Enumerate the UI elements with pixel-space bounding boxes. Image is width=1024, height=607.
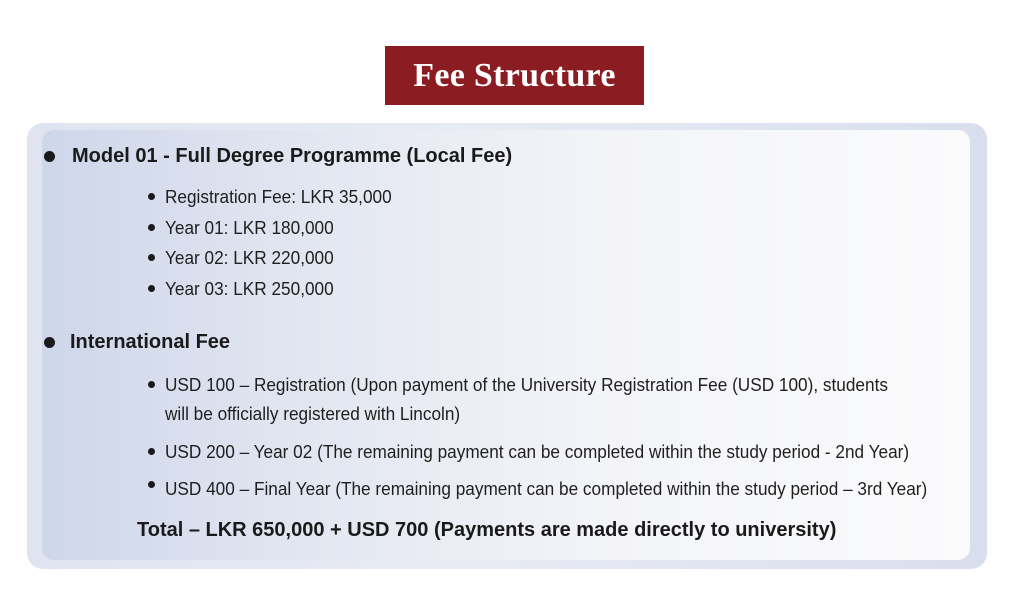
international-fee-heading: International Fee (70, 331, 231, 353)
title-banner (385, 46, 644, 105)
bullet-icon (44, 337, 55, 348)
international-fee-item: USD 200 – Year 02 (The remaining payment can be completed within the study period - 2nd Year) (165, 441, 910, 462)
local-fee-item: Year 03: LKR 250,000 (165, 278, 334, 299)
bullet-icon (148, 193, 155, 200)
total-fee: Total – LKR 650,000 + USD 700 (Payments are made directly to university) (137, 519, 837, 541)
international-fee-item-continued: will be officially registered with Lincoln) (165, 403, 461, 424)
local-fee-item: Year 02: LKR 220,000 (165, 247, 334, 268)
bullet-icon (148, 254, 155, 261)
bullet-icon (148, 285, 155, 292)
local-fee-item: Year 01: LKR 180,000 (165, 217, 334, 238)
bullet-icon (148, 448, 155, 455)
page-title: Fee Structure (413, 56, 616, 94)
local-fee-heading: Model 01 - Full Degree Programme (Local Fee) (72, 145, 513, 167)
bullet-icon (44, 151, 55, 162)
bullet-icon (148, 224, 155, 231)
local-fee-item: Registration Fee: LKR 35,000 (165, 186, 392, 207)
international-fee-item: USD 100 – Registration (Upon payment of the University Registration Fee (USD 100), students (165, 374, 888, 395)
bullet-icon (148, 481, 155, 488)
international-fee-item: USD 400 – Final Year (The remaining payment can be completed within the study period – 3rd Year) (165, 478, 928, 499)
bullet-icon (148, 381, 155, 388)
